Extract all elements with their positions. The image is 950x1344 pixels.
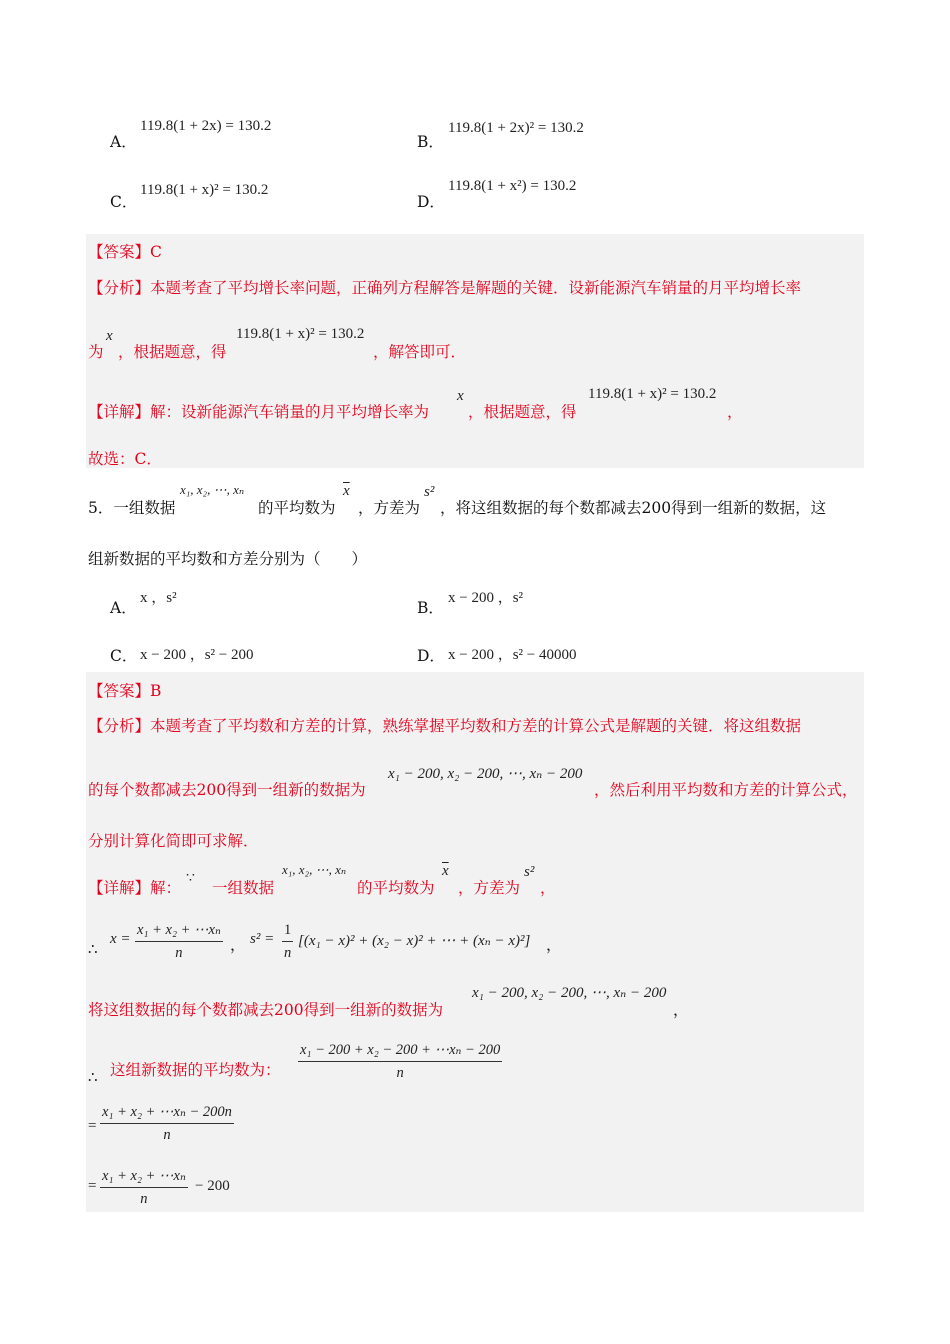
q4-detail-equation: 119.8(1 + x)² = 130.2	[588, 386, 717, 402]
option-expr: 119.8(1 + 2x)² = 130.2	[448, 120, 584, 136]
new-mean-fraction-2	[100, 1104, 234, 1144]
new-mean-fraction-1-numerator: x₁ − 200 + x₂ − 200 + ⋯xₙ − 200	[298, 1042, 502, 1062]
q4-analysis-line2-c: ，解答即可．	[373, 343, 467, 361]
option-expr: 119.8(1 + x)² = 130.2	[140, 182, 269, 198]
q5-detail-data-list: x₁, x₂, ⋯, xₙ	[282, 862, 347, 877]
q5-detail-d: ，方差为	[458, 879, 521, 897]
q4-analysis-line1: 【分析】本题考查了平均增长率问题，正确列方程解答是解题的关键．设新能源汽车销量的月平均增长率	[88, 279, 802, 297]
q5-answer: 【答案】B	[88, 682, 162, 700]
q5-stem-c: ，方差为	[358, 499, 421, 517]
q5-analysis-new-data: x₁ − 200, x₂ − 200, ⋯, xₙ − 200	[388, 766, 583, 782]
var-coef-denominator: n	[284, 945, 292, 961]
mean-formula-denominator: n	[175, 945, 183, 961]
minus-200: − 200	[195, 1178, 230, 1194]
q4-conclusion: 故选：C．	[88, 450, 162, 468]
option-label: D．	[417, 193, 445, 211]
therefore-symbol-2: ∴	[88, 1070, 98, 1086]
var-formula-coefficient	[282, 922, 293, 962]
therefore-symbol: ∴	[88, 942, 98, 958]
q5-detail-a: 【详解】解：	[88, 879, 182, 897]
option-expr: x − 200 ，s² − 200	[140, 647, 254, 663]
option-expr: 119.8(1 + x²) = 130.2	[448, 178, 577, 194]
q5-stem-mean: $\overline{x}$	[343, 483, 350, 499]
formula-end-comma: ，	[546, 936, 562, 954]
mean-formula-fraction	[135, 922, 223, 962]
new-mean-fraction-3	[100, 1168, 188, 1208]
new-mean-fraction-2-denominator: n	[163, 1127, 171, 1143]
q5-stem-a: 5．一组数据	[88, 499, 176, 517]
q5-step-new-data-comma: ，	[673, 1001, 689, 1019]
var-coef-numerator: 1	[282, 922, 293, 942]
q5-detail-c: 的平均数为	[357, 879, 435, 897]
new-mean-fraction-1	[298, 1042, 502, 1082]
option-expr: x − 200 ，s² − 40000	[448, 647, 577, 663]
q5-stem-d: ，将这组数据的每个数都减去200得到一组新的数据，这	[440, 499, 827, 517]
q5-stem-b: 的平均数为	[258, 499, 336, 517]
q5-analysis-line2-a: 的每个数都减去200得到一组新的数据为	[88, 781, 366, 799]
option-label: D．	[417, 647, 445, 665]
new-mean-fraction-1-denominator: n	[396, 1065, 404, 1081]
q5-stem-data-list: x₁, x₂, ⋯, xₙ	[180, 482, 245, 497]
q5-step-new-mean: 这组新数据的平均数为：	[110, 1061, 281, 1079]
q4-detail-a: 【详解】解：设新能源汽车销量的月平均增长率为	[88, 403, 430, 421]
q5-detail-b: 一组数据	[212, 879, 275, 897]
formula-separator: ，	[230, 936, 246, 954]
mean-formula-lhs: x =	[110, 931, 131, 947]
q4-var-x: x	[106, 328, 113, 344]
q5-detail-variance: s²	[524, 864, 535, 880]
q4-detail-var-x: x	[457, 388, 464, 404]
new-mean-fraction-3-numerator: x₁ + x₂ + ⋯xₙ	[100, 1168, 188, 1188]
option-label: B．	[417, 133, 444, 151]
because-symbol: ∵	[186, 871, 195, 886]
q5-detail-mean: $\overline{x}$	[442, 863, 449, 879]
new-mean-fraction-3-denominator: n	[140, 1191, 148, 1207]
option-label: C．	[110, 647, 138, 665]
option-label: A．	[110, 133, 137, 151]
q4-detail-b: ，根据题意，得	[468, 403, 577, 421]
var-formula-lhs: s² =	[250, 931, 275, 947]
new-mean-fraction-2-numerator: x₁ + x₂ + ⋯xₙ − 200n	[100, 1104, 234, 1124]
equals-sign-1: =	[88, 1118, 97, 1134]
q4-analysis-line2-a: 为	[88, 343, 104, 361]
mean-formula-numerator: x₁ + x₂ + ⋯xₙ	[135, 922, 223, 942]
q5-step-new-data-expr: x₁ − 200, x₂ − 200, ⋯, xₙ − 200	[472, 985, 667, 1001]
option-label: C．	[110, 193, 138, 211]
q5-detail-e: ，	[540, 879, 556, 897]
q5-analysis-line1: 【分析】本题考查了平均数和方差的计算，熟练掌握平均数和方差的计算公式是解题的关键．将这组数据	[88, 717, 802, 735]
q4-detail-c: ，	[727, 403, 743, 421]
equals-sign-2: =	[88, 1178, 97, 1194]
q5-step-new-data: 将这组数据的每个数都减去200得到一组新的数据为	[88, 1001, 444, 1019]
q5-stem-variance: s²	[424, 484, 435, 500]
option-expr: x − 200 ，s²	[448, 590, 524, 606]
q5-analysis-line3: 分别计算化简即可求解．	[88, 832, 259, 850]
q4-answer: 【答案】C	[88, 243, 162, 261]
q5-stem-line2: 组新数据的平均数和方差分别为（ ）	[88, 550, 368, 568]
var-formula-body: [(x₁ − x)² + (x₂ − x)² + ⋯ + (xₙ − x)²]	[298, 933, 531, 949]
q5-analysis-line2-b: ，然后利用平均数和方差的计算公式，	[594, 781, 858, 799]
q4-analysis-equation: 119.8(1 + x)² = 130.2	[236, 326, 365, 342]
option-label: B．	[417, 599, 444, 617]
option-label: A．	[110, 599, 137, 617]
option-expr: x ，s²	[140, 590, 177, 606]
q4-analysis-line2-b: ，根据题意，得	[118, 343, 227, 361]
option-expr: 119.8(1 + 2x) = 130.2	[140, 118, 272, 134]
